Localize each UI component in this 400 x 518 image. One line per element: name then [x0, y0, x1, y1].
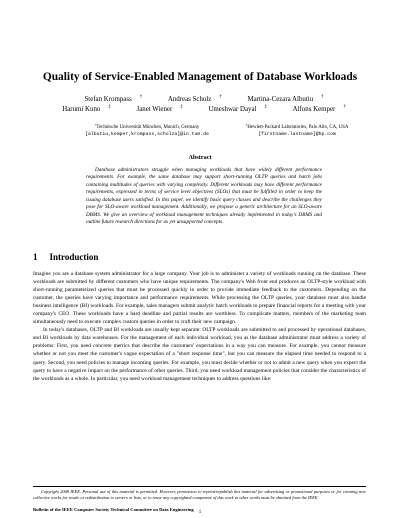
paragraph: In today's databases, OLTP and BI workloads are usually kept separate: OLTP workloads are submitted to and processed by operational databases, and BI workloads by data warehouses. For the management of each individual workload, you as the database administrator must address a variety of problems: First, you need concrete metrics that describe the customers' expectations in a way you can measure. For example, you cannot measure whether or not you meet the customer's vague expectation of a "short response time", but you can measure the elapsed time needed to respond to a query. Second, you need policies to manage incoming queries. For example, you must decide whether or not to admit a new query when you expect the query to have a negative impact on the performance of other queries. Third, you need workload management policies that consider the characteristics of the workloads as a whole. In particular, you need workload management techniques to address questions like: — [33, 327, 366, 382]
author — [200, 106, 266, 113]
affiliation-name: Technische Universität München, Munich, Germany — [96, 125, 200, 130]
affiliation-mark: † — [219, 94, 222, 100]
affiliation-mark: † — [94, 122, 97, 127]
affiliation-mark: ‡ — [245, 122, 248, 127]
affiliation-hp — [238, 124, 356, 138]
author-name: Stefan Krompass — [84, 96, 132, 103]
author-row-1 — [0, 95, 400, 105]
paper-title: Quality of Service-Enabled Management of Database Workloads — [42, 71, 358, 83]
abstract-text: Database administrators struggle when managing workloads that have widely different performance requirements. For example, the same database may support short-running OLTP queries and batch jobs containing multitudes of queries with varying complexity. Different workloads may have different performance requirements, expressed in terms of service level objectives (SLOs) that must be fulfilled in order to keep the issuing database users satisfied. In this paper, we identify basic query classes and describe the challenges they pose for SLO-aware workload management. Additionally, we propose a generic architecture for an SLO-aware DBMS. We give an overview of workload management techniques already implemented in today's DBMS and outline future research directions for as yet unsupported concepts. — [86, 167, 322, 226]
affiliation-mark: † — [139, 94, 143, 100]
body-text — [33, 270, 366, 383]
author — [285, 106, 346, 113]
author — [76, 96, 142, 103]
author — [160, 96, 222, 103]
author-name: Janet Wiener — [136, 106, 173, 113]
affiliation-mark: † — [343, 104, 346, 110]
affiliation-email: [albutiu,kemper,krompass,scholza]@in.tum.de — [85, 132, 209, 137]
affiliation-tum — [84, 124, 210, 138]
affiliation-email: [firstname.lastname]@hp.com — [258, 132, 336, 137]
author — [54, 106, 111, 113]
section-heading — [33, 252, 98, 262]
copyright-notice: Copyright 2008 IEEE. Personal use of this material is permitted. However, permission to reprint/republish this material for advertising or promotional purposes or for creating new collective works for resale or redistribution to servers or lists, or to reuse any copyrighted component of this work in other works must be obtained from the IEEE. — [33, 489, 366, 500]
affiliation-name: Hewlett-Packard Laboratories, Palo Alto, CA, USA — [247, 125, 349, 130]
footnote-rule — [33, 486, 366, 487]
abstract-heading: Abstract — [188, 154, 212, 161]
author-name: Umeshwar Dayal — [208, 106, 257, 113]
bulletin-line: Bulletin of the IEEE Computer Society Technical Committee on Data Engineering — [33, 507, 194, 512]
author-name: Andreas Scholz — [167, 96, 212, 103]
author — [239, 96, 323, 103]
author-list — [0, 95, 400, 115]
affiliation-mark: † — [321, 94, 324, 100]
section-title: Introduction — [49, 252, 99, 262]
affiliation-mark: ‡ — [108, 104, 111, 110]
author-row-2 — [0, 105, 400, 115]
author-name: Martina-Cezara Albutiu — [247, 96, 314, 103]
author-name: Alfons Kemper — [292, 106, 336, 113]
affiliation-mark: ‡ — [180, 104, 183, 110]
author — [129, 106, 183, 113]
paragraph: Imagine you are a database system administrator for a large company. Your job is to administer a variety of workloads running on the database. These workloads are submitted by different customers who have unique requirements. The company's Web front end produces an OLTP-style workload with short-running parameterized queries that must be processed quickly in order to provide immediate feedback to the customers. Depending on the customer, the queries have varying importance and performance requirements. While processing the OLTP queries, your database must also handle business intelligence (BI) workloads. For example, sales managers submit analytic batch workloads to prepare financial reports for a meeting with your company's CEO. These workloads have a hard deadline and partial results are worthless. To complicate matters, members of the marketing team simultaneously need to execute complex custom queries in order to craft their new campaign. — [33, 271, 366, 326]
author-name: Harumi Kuno — [62, 106, 101, 113]
page-number: 1 — [198, 510, 202, 515]
section-number: 1 — [33, 252, 38, 262]
affiliation-mark: ‡ — [264, 104, 267, 110]
